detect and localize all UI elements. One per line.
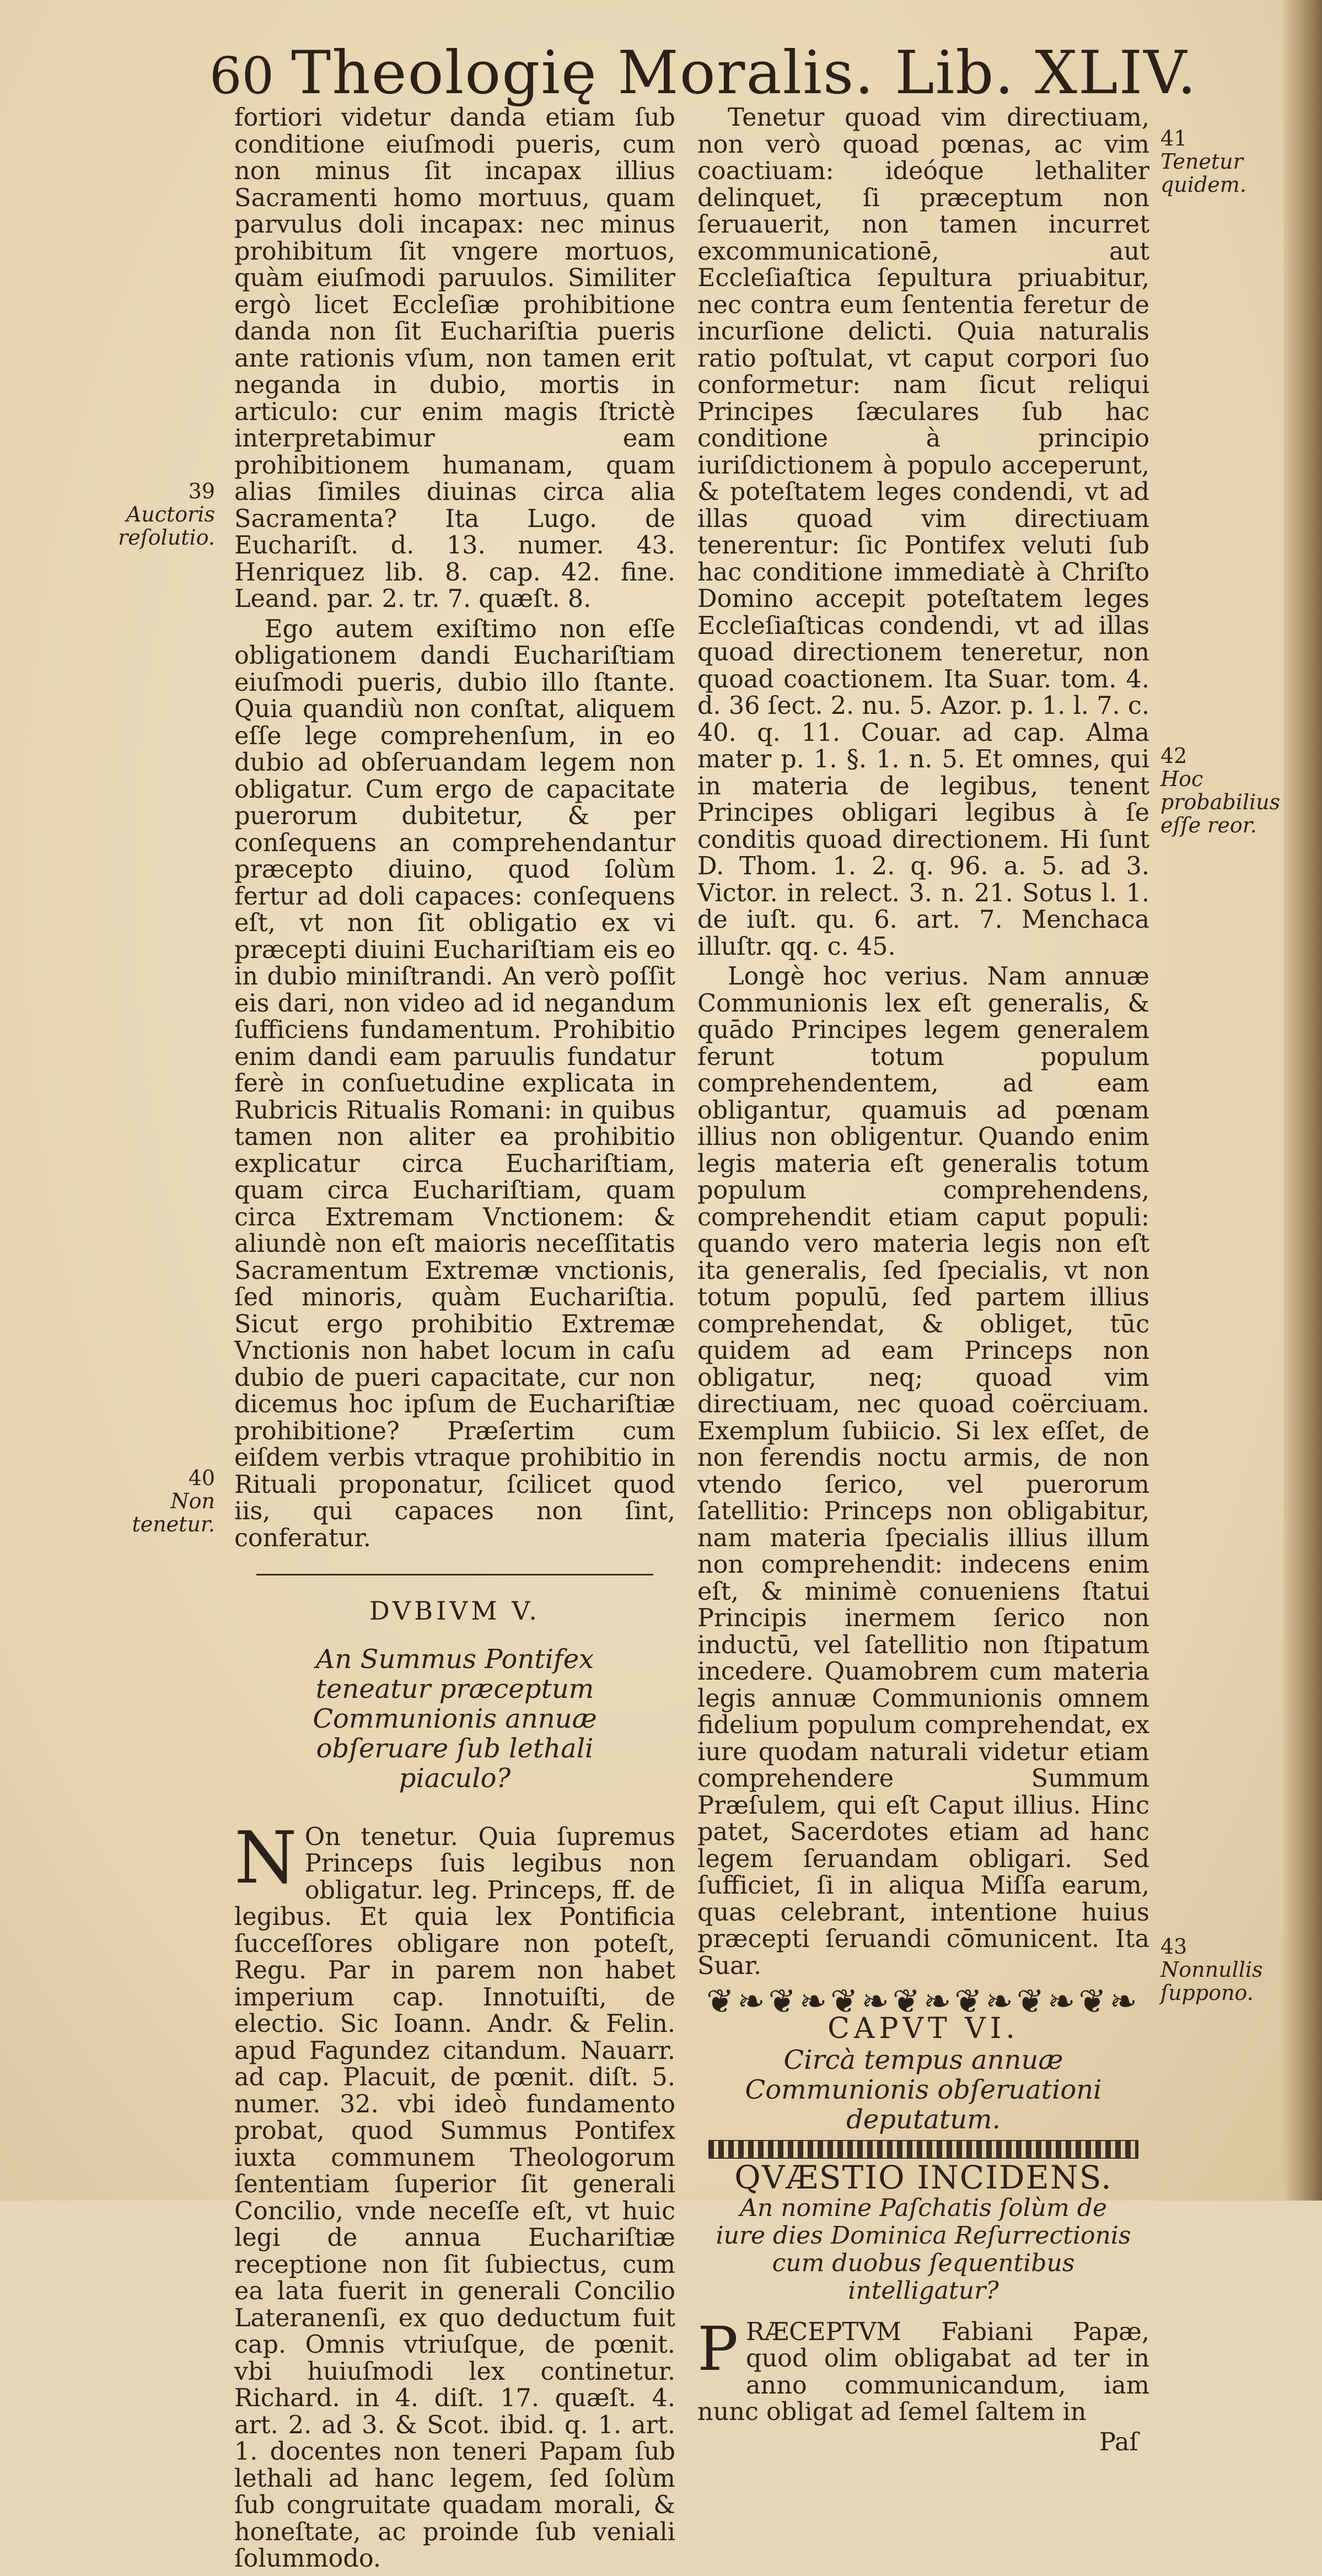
margin-note-40-number: 40 [188,1466,215,1490]
margin-note-43-number: 43 [1160,1934,1187,1959]
ornament-band-bottom [708,2140,1138,2159]
questio-text-body: RÆCEPTVM Fabiani Papæ, quod olim obligabat ad ter in anno communicandum, iam nunc obligat ad ſemel ſaltem in [697,2317,1149,2426]
margin-note-41-text: Tenetur quidem. [1160,149,1246,197]
margin-note-41-number: 41 [1160,126,1187,150]
questio-text [697,2313,1149,2426]
catchword: Paſ [1099,2428,1138,2456]
page-edge-shadow [1283,0,1322,2201]
margin-note-39-text: Auctoris reſolutio. [118,502,215,550]
margin-note-43-text: Nonnullis ſuppono. [1160,1957,1263,2005]
margin-note-42 [1160,744,1282,837]
ornament-band-top: ❦❧❦❧❦❧❦❧❦❧❦❧❦❧ [706,1988,1141,2015]
right-paragraph-1: Tenetur quoad vim directiuam, non verò quoad pœnas, ac vim coactiuam: ideóque lethaliter delinquet, ſi præceptum non ſeruauerit, non tamen incurret excommunicationē, aut Eccleſiaſtica ſepultura priuabitur, nec contra eum ſententia feretur de incurſione delicti. Quia naturalis ratio poſtulat, vt caput corpori ſuo conformetur: nam ſicut reliqui Principes ſæculares ſub hac conditione à principio iuriſdictionem à populo acceperunt, & poteſtatem leges condendi, vt ad illas quoad vim directiuam tenerentur: ſic Pontifex veluti ſub hac conditione immediatè à Chriſto Domino accepit poteſtatem leges Eccleſiaſticas condendi, vt ad illas quoad directionem teneretur, non quoad coactionem. Ita Suar. tom. 4. d. 36 ſect. 2. nu. 5. Azor. p. 1. l. 7. c. 40. q. 11. Couar. ad cap. Alma mater p. 1. §. 1. n. 5. Et omnes, qui in materia de legibus, tenent Principes obligari legibus à ſe conditis quoad directionem. Hi ſunt D. Thom. 1. 2. q. 96. a. 5. ad 3. Victor. in relect. 3. n. 21. Sotus l. 1. de iuſt. qu. 6. art. 7. Menchaca illuſtr. qq. c. 45. [697,104,1149,961]
section-rule [256,1574,653,1575]
left-paragraph-1: fortiori videtur danda etiam ſub conditione eiuſmodi pueris, cum non minus ſit incapax illius Sacramenti homo mortuus, quam parvulus doli incapax: nec minus prohibitum ſit vngere mortuos, quàm eiuſmodi paruulos. Similiter ergò licet Eccleſiæ prohibitione danda non ſit Euchariſtia pueris ante rationis vſum, non tamen erit neganda in dubio, mortis in articulo: cur enim magis ſtrictè interpretabimur eam prohibitionem humanam, quam alias ſimiles diuinas circa alia Sacramenta? Ita Lugo. de Euchariſt. d. 13. numer. 43. Henriquez lib. 8. cap. 42. fine. Leand. par. 2. tr. 7. quæſt. 8. [234,104,675,613]
margin-note-42-number: 42 [1160,744,1187,768]
questio-question: An nomine Paſchatis ſolùm de iure dies Dominica Reſurrectionis cum duobus ſequentibus intelligatur? [716,2193,1131,2305]
left-column [234,105,675,2576]
margin-note-41 [1160,127,1282,196]
right-paragraph-2: Longè hoc verius. Nam annuæ Communionis lex eſt generalis, & quādo Principes legem generalem ferunt totum populum comprehendentem, ad eam obligantur, quamuis ad pœnam illius non obligentur. Quando enim legis materia eſt generalis totum populum comprehendens, comprehendit etiam caput populi: quando vero materia legis non eſt ita generalis, ſed ſpecialis, vt non totum populū, ſed partem illius comprehendat, & obliget, tūc quidem ad eam Princeps non obligatur, neq; quoad vim directiuam, nec quoad coërciuam. Exemplum ſubiicio. Si lex eſſet, de non ferendis noctu armis, de non vtendo ſerico, vel puerorum ſatellitio: Princeps non obligabitur, nam materia ſpecialis illius illum non comprehendit: indecens enim eſt, & minimè conueniens ſtatui Principis inermem ſerico non inductū, vel ſatellitio non ſtipatum incedere. Quamobrem cum materia legis annuæ Communionis omnem fidelium populum comprehendat, ex iure quodam naturali videtur etiam comprehendere Summum Præſulem, qui eſt Caput illius. Hinc patet, Sacerdotes etiam ad hanc legem ſeruandam obligari. Sed ſufficiet, ſi in aliqua Miſſa earum, quas celebrant, intentione huius præcepti ſeruandi cōmunicent. Ita Suar. [697,962,1149,1980]
page-number: 60 [209,46,275,105]
questio-title: QVÆSTIO INCIDENS. [734,2159,1113,2196]
dubium-title: DVBIVM V. [369,1596,540,1626]
margin-note-40 [110,1466,215,1536]
margin-note-43 [1160,1935,1282,2004]
margin-note-40-text: Non tenetur. [132,1489,215,1536]
caput-title: CAPVT VI. [827,2012,1019,2045]
caput-subtitle: Circà tempus annuæ Communionis obſeruationi deputatum. [745,2045,1102,2135]
dropcap-n: N [234,1815,297,1900]
running-head: Theologię Moralis. Lib. XLIV. [291,39,1197,107]
left-paragraph-2: Ego autem exiſtimo non eſſe obligationem dandi Euchariſtiam eiuſmodi pueris, dubio illo ſtante. Quia quandiù non conſtat, aliquem eſſe lege comprehenſum, in eo dubio ad obſeruandam legem non obligatur. Cum ergo de capacitate puerorum dubitetur, & per conſequens an comprehendantur præcepto diuino, quod ſolùm fertur ad doli capaces: conſequens eſt, vt non ſit obligatio ex vi præcepti diuini Euchariſtiam eis eo in dubio miniſtrandi. An verò poſſit eis dari, non video ad id negandum ſufficiens fundamentum. Prohibitio enim dandi eam paruulis fundatur ferè in conſuetudine explicata in Rubricis Ritualis Romani: in quibus tamen non aliter ea prohibitio explicatur circa Euchariſtiam, quam circa Euchariſtiam, quam circa Extremam Vnctionem: & aliundè non eſt maioris neceſſitatis Sacramentum Extremæ vnctionis, ſed minoris, quàm Euchariſtia. Sicut ergo prohibitio Extremæ Vnctionis non habet locum in caſu dubio de pueri capacitate, cur non dicemus hoc ipſum de Euchariſtiæ prohibitione? Præſertim cum eiſdem verbis vtraque prohibitio in Rituali proponatur, ſcilicet quod iis, qui capaces non ſint, conferatur. [234,615,675,1552]
dropcap-p: P [697,2313,739,2384]
margin-note-39-number: 39 [188,479,215,503]
right-column [697,105,1149,2459]
dubium-text [234,1815,675,2573]
dubium-question: An Summus Pontifex teneatur præceptum Communionis annuæ obſeruare ſub lethali piaculo? [313,1643,597,1794]
dubium-text-body: On tenetur. Quia ſupremus Princeps ſuis legibus non obligatur. leg. Princeps, ff. de legibus. Et quia lex Pontificia ſucceſſores obligare non poteſt, Regu. Par in parem non habet imperium cap. Innotuiſti, de electio. Sic Ioann. Andr. & Felin. apud Fagundez citandum. Nauarr. ad cap. Placuit, de pœnit. diſt. 5. numer. 32. vbi ideò fundamento probat, quod Summus Pontifex iuxta communem Theologorum ſententiam ſuperior ſit generali Concilio, vnde neceſſe eſt, vt huic legi de annua Euchariſtiæ receptione non ſit ſubiectus, cum ea lata fuerit in generali Concilio Lateranenſi, ex quo deductum fuit cap. Omnis vtriuſque, de pœnit. vbi huiuſmodi lex continetur. Richard. in 4. diſt. 17. quæſt. 4. art. 2. ad 3. & Scot. ibid. q. 1. art. 1. docentes non teneri Papam ſub lethali ad hanc legem, ſed ſolùm ſub congruitate quadam morali, & honeſtate, ac proinde ſub veniali ſolummodo. [234,1822,675,2573]
margin-note-42-text: Hoc probabilius eſſe reor. [1160,767,1281,837]
margin-note-39 [110,480,215,549]
